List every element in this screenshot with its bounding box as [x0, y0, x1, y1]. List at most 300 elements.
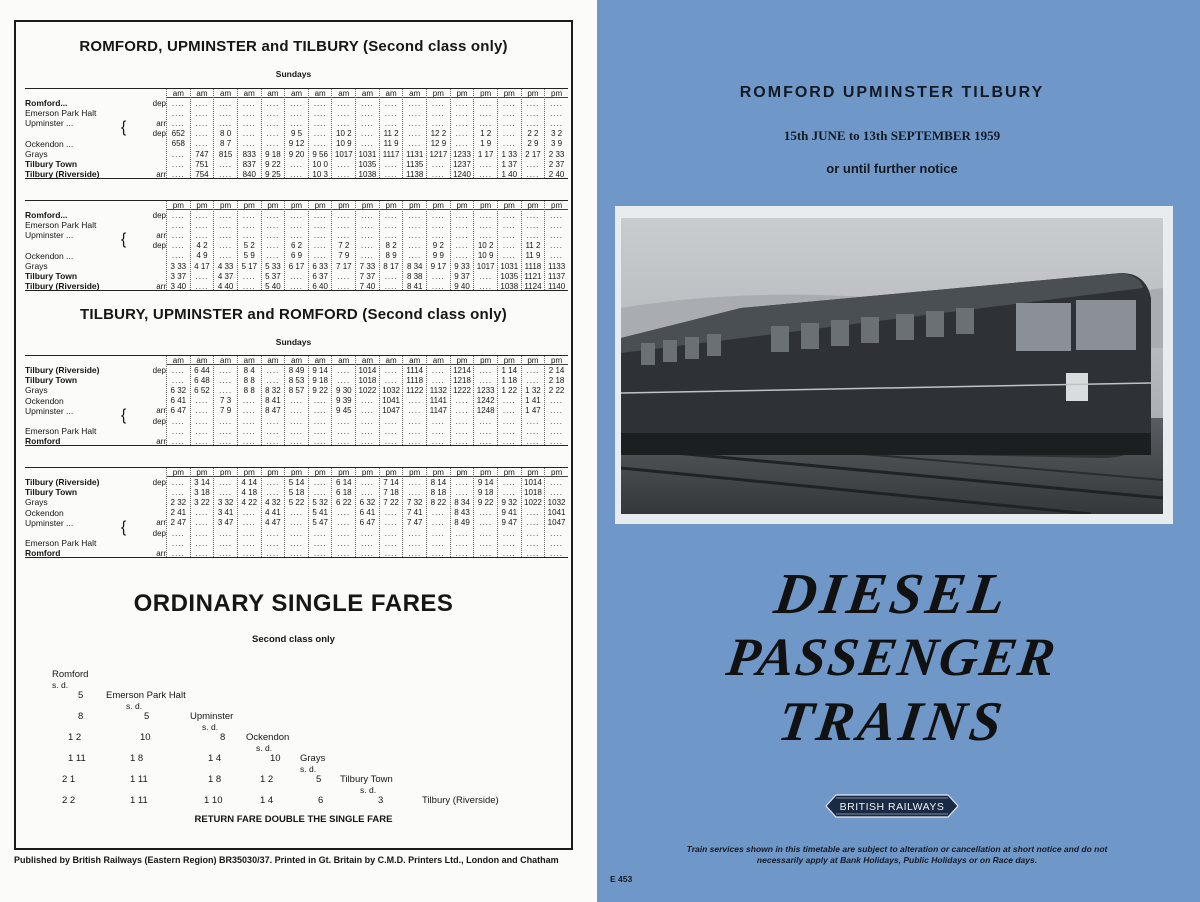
- departure-time: 1118: [406, 375, 424, 385]
- fare-value: 2 1: [62, 774, 76, 785]
- station-row: [25, 108, 166, 118]
- departure-time: 8 41: [265, 396, 281, 406]
- departure-time: 6 52: [194, 385, 210, 395]
- train-column: [450, 468, 474, 557]
- departure-time: 8 49: [454, 518, 470, 528]
- empty-cell: [167, 118, 190, 128]
- empty-cell: [498, 98, 521, 108]
- empty-cell: [167, 426, 190, 436]
- arr-dep-marker: arr: [156, 436, 166, 446]
- departure-time: 9 14: [477, 477, 494, 487]
- empty-cell: [285, 271, 308, 281]
- departure-time: 2 18: [548, 375, 565, 385]
- leader-dots: ....: [550, 528, 564, 538]
- departure-time: 8 41: [406, 281, 423, 291]
- leader-dots: ....: [361, 98, 374, 108]
- train-column: [237, 468, 261, 557]
- empty-cell: [356, 139, 379, 149]
- empty-cell: [332, 108, 355, 118]
- departure-time: 1032: [547, 497, 566, 507]
- leader-dots: ....: [526, 436, 540, 446]
- empty-cell: [545, 416, 568, 426]
- empty-cell: [427, 281, 450, 291]
- departure-time: 1237: [453, 159, 471, 169]
- empty-cell: [262, 416, 285, 426]
- empty-cell: [380, 220, 403, 230]
- station-name: Tilbury (Riverside): [25, 281, 100, 292]
- leader-dots: ....: [171, 210, 185, 220]
- empty-cell: [380, 271, 403, 281]
- empty-cell: [285, 210, 308, 220]
- leader-dots: ....: [479, 548, 493, 558]
- train-column: [497, 356, 521, 445]
- empty-cell: [238, 528, 261, 538]
- empty-cell: [356, 406, 379, 416]
- leader-dots: ....: [526, 118, 540, 128]
- empty-cell: [427, 528, 450, 538]
- am-pm-header: pm: [285, 201, 308, 210]
- empty-cell: [332, 436, 355, 446]
- leader-dots: ....: [384, 375, 398, 385]
- am-pm-header: am: [285, 89, 308, 98]
- departure-time: 4 41: [265, 508, 281, 518]
- leader-dots: ....: [384, 230, 398, 240]
- empty-cell: [285, 281, 308, 291]
- timetable-frame: [14, 20, 573, 850]
- departure-time: 1 18: [501, 375, 518, 385]
- leader-dots: ....: [526, 528, 540, 538]
- departure-time: 747: [195, 149, 209, 159]
- leader-dots: ....: [219, 108, 233, 118]
- empty-cell: [380, 375, 403, 385]
- train-column: [450, 89, 474, 178]
- empty-cell: [451, 548, 474, 558]
- departure-time: 1138: [406, 169, 424, 179]
- empty-cell: [522, 159, 545, 169]
- am-pm-header: am: [380, 89, 403, 98]
- fare-station-tilbury-town: Tilbury Town: [340, 774, 393, 785]
- leader-dots: ....: [290, 210, 303, 220]
- departure-time: 6 41: [170, 396, 187, 406]
- empty-cell: [214, 436, 237, 446]
- empty-cell: [332, 118, 355, 128]
- leader-dots: ....: [431, 436, 445, 446]
- departure-time: 7 2: [338, 241, 350, 251]
- train-column: [331, 468, 355, 557]
- empty-cell: [522, 416, 545, 426]
- leader-dots: ....: [526, 518, 540, 528]
- departure-time: 1017: [334, 149, 353, 159]
- leader-dots: ....: [455, 477, 469, 487]
- train-column: [166, 201, 190, 290]
- fare-sd-label: s. d.: [256, 743, 273, 753]
- departure-time: 2 47: [170, 518, 187, 528]
- leader-dots: ....: [171, 149, 185, 159]
- leader-dots: ....: [219, 241, 233, 251]
- departure-time: 1 40: [501, 169, 518, 179]
- empty-cell: [545, 436, 568, 446]
- leader-dots: ....: [408, 118, 422, 128]
- empty-cell: [191, 98, 214, 108]
- leader-dots: ....: [455, 487, 469, 497]
- train-column: [379, 201, 403, 290]
- empty-cell: [403, 139, 426, 149]
- departure-time: 1140: [547, 281, 566, 291]
- empty-cell: [451, 538, 474, 548]
- empty-cell: [262, 129, 285, 139]
- departure-time: 2 33: [548, 149, 565, 159]
- empty-cell: [238, 538, 261, 548]
- departure-time: 3 22: [194, 497, 210, 507]
- departure-time: 9 2: [432, 241, 444, 251]
- am-pm-header: pm: [167, 468, 190, 477]
- empty-cell: [522, 108, 545, 118]
- am-pm-header: am: [167, 89, 190, 98]
- empty-cell: [403, 118, 426, 128]
- leader-dots: ....: [290, 416, 303, 426]
- departure-time: 5 17: [241, 261, 258, 271]
- departure-time: 4 47: [265, 518, 281, 528]
- timetable-block: [25, 355, 568, 446]
- departure-time: 3 40: [170, 281, 187, 291]
- am-pm-header: am: [285, 356, 308, 365]
- leader-dots: ....: [195, 108, 209, 118]
- empty-cell: [167, 538, 190, 548]
- leader-dots: ....: [290, 508, 303, 518]
- leader-dots: ....: [313, 98, 327, 108]
- departure-time: 754: [195, 169, 209, 179]
- leader-dots: ....: [431, 230, 445, 240]
- departure-time: 6 17: [288, 261, 305, 271]
- train-column: [521, 468, 545, 557]
- empty-cell: [380, 118, 403, 128]
- empty-cell: [451, 210, 474, 220]
- station-row: [25, 210, 166, 220]
- leader-dots: ....: [290, 230, 303, 240]
- empty-cell: [380, 538, 403, 548]
- empty-cell: [474, 98, 497, 108]
- departure-time: 751: [195, 159, 209, 169]
- empty-cell: [498, 487, 521, 497]
- empty-cell: [238, 139, 261, 149]
- leader-dots: ....: [550, 406, 564, 416]
- empty-cell: [451, 220, 474, 230]
- departure-time: 8 8: [243, 375, 255, 385]
- departure-time: 12 9: [430, 139, 447, 149]
- leader-dots: ....: [479, 518, 493, 528]
- leader-dots: ....: [242, 426, 256, 436]
- departure-time: 9 56: [312, 149, 328, 159]
- empty-cell: [403, 538, 426, 548]
- departure-time: 840: [242, 169, 256, 179]
- train-column: [166, 356, 190, 445]
- departure-time: 8 32: [265, 385, 281, 395]
- empty-cell: [191, 548, 214, 558]
- empty-cell: [309, 230, 332, 240]
- empty-cell: [262, 477, 285, 487]
- am-pm-header: am: [427, 356, 450, 365]
- empty-cell: [403, 98, 426, 108]
- empty-cell: [214, 241, 237, 251]
- leader-dots: ....: [431, 518, 445, 528]
- leader-dots: ....: [313, 210, 327, 220]
- arr-dep-marker: arr: [156, 518, 166, 528]
- leader-dots: ....: [171, 426, 185, 436]
- empty-cell: [262, 210, 285, 220]
- empty-cell: [356, 436, 379, 446]
- departure-time: 1017: [476, 261, 495, 271]
- leader-dots: ....: [337, 118, 351, 128]
- departure-time: 9 18: [477, 487, 494, 497]
- departure-time: 1022: [524, 497, 542, 507]
- leader-dots: ....: [455, 528, 469, 538]
- empty-cell: [403, 426, 426, 436]
- empty-cell: [380, 169, 403, 179]
- departure-time: 6 33: [312, 261, 328, 271]
- leader-dots: ....: [479, 528, 493, 538]
- leader-dots: ....: [526, 169, 540, 179]
- departure-time: 9 17: [430, 261, 447, 271]
- leader-dots: ....: [195, 129, 209, 139]
- leader-dots: ....: [361, 396, 374, 406]
- leader-dots: ....: [408, 241, 422, 251]
- leader-dots: ....: [313, 129, 327, 139]
- empty-cell: [191, 281, 214, 291]
- leader-dots: ....: [550, 548, 564, 558]
- diesel-train-photo: [621, 218, 1163, 514]
- departure-time: 3 14: [194, 477, 210, 487]
- leader-dots: ....: [242, 548, 256, 558]
- leader-dots: ....: [290, 169, 303, 179]
- empty-cell: [427, 220, 450, 230]
- departure-time: 1047: [382, 406, 400, 416]
- leader-dots: ....: [479, 108, 493, 118]
- leader-dots: ....: [408, 230, 422, 240]
- train-column: [284, 356, 308, 445]
- empty-cell: [191, 508, 214, 518]
- station-row: [25, 548, 166, 558]
- leader-dots: ....: [266, 139, 280, 149]
- train-column: [284, 201, 308, 290]
- leader-dots: ....: [242, 538, 256, 548]
- am-pm-header: pm: [403, 201, 426, 210]
- british-railways-logo: [822, 791, 962, 821]
- empty-cell: [262, 426, 285, 436]
- leader-dots: ....: [195, 230, 209, 240]
- station-name: Ockendon: [25, 395, 64, 406]
- departure-time: 2 22: [548, 385, 565, 395]
- station-row: [25, 169, 166, 179]
- departure-time: 6 47: [359, 518, 376, 528]
- fare-value: 10: [140, 732, 151, 743]
- empty-cell: [262, 436, 285, 446]
- departure-time: 1218: [453, 375, 471, 385]
- departure-time: 8 9: [385, 251, 397, 261]
- empty-cell: [214, 487, 237, 497]
- departure-time: 1135: [406, 159, 424, 169]
- empty-cell: [451, 251, 474, 261]
- leader-dots: ....: [266, 538, 280, 548]
- station-row: [25, 518, 166, 528]
- arr-dep-marker: dep: [152, 129, 166, 139]
- departure-time: 6 41: [359, 508, 376, 518]
- empty-cell: [332, 169, 355, 179]
- leader-dots: ....: [195, 118, 209, 128]
- leader-dots: ....: [337, 159, 351, 169]
- leader-dots: ....: [219, 426, 233, 436]
- empty-cell: [167, 487, 190, 497]
- departure-time: 5 32: [312, 497, 328, 507]
- train-column: [284, 468, 308, 557]
- leader-dots: ....: [502, 487, 516, 497]
- train-column: [521, 356, 545, 445]
- leader-dots: ....: [502, 538, 516, 548]
- station-name: Upminster ...: [25, 230, 74, 241]
- leader-dots: ....: [171, 98, 185, 108]
- am-pm-header: pm: [474, 89, 497, 98]
- empty-cell: [427, 159, 450, 169]
- leader-dots: ....: [455, 241, 469, 251]
- departure-time: 1035: [358, 159, 377, 169]
- fare-sd-label: s. d.: [202, 722, 219, 732]
- empty-cell: [474, 416, 497, 426]
- arr-dep-marker: dep: [152, 477, 166, 487]
- departure-time: 9 20: [288, 149, 305, 159]
- leader-dots: ....: [455, 426, 469, 436]
- timetable-grid: [25, 200, 568, 291]
- train-column: [308, 89, 332, 178]
- empty-cell: [451, 487, 474, 497]
- leader-dots: ....: [290, 548, 303, 558]
- am-pm-header: pm: [451, 468, 474, 477]
- leader-dots: ....: [502, 251, 516, 261]
- empty-cell: [427, 375, 450, 385]
- departure-time: 7 41: [406, 508, 423, 518]
- departure-time: 9 25: [265, 169, 281, 179]
- empty-cell: [522, 210, 545, 220]
- empty-cell: [545, 406, 568, 416]
- empty-cell: [380, 426, 403, 436]
- station-row: [25, 149, 166, 159]
- departure-time: 2 17: [525, 149, 541, 159]
- empty-cell: [522, 230, 545, 240]
- leader-dots: ....: [313, 139, 327, 149]
- empty-cell: [380, 365, 403, 375]
- leader-dots: ....: [431, 426, 445, 436]
- am-pm-header: pm: [238, 201, 261, 210]
- departure-time: 1018: [524, 487, 542, 497]
- empty-cell: [214, 230, 237, 240]
- leader-dots: ....: [219, 220, 233, 230]
- leader-dots: ....: [455, 129, 469, 139]
- leader-dots: ....: [171, 538, 185, 548]
- am-pm-header: pm: [262, 201, 285, 210]
- empty-cell: [332, 375, 355, 385]
- empty-cell: [191, 220, 214, 230]
- leader-dots: ....: [219, 159, 233, 169]
- leader-dots: ....: [361, 241, 374, 251]
- empty-cell: [474, 528, 497, 538]
- leader-dots: ....: [171, 108, 185, 118]
- leader-dots: ....: [242, 416, 256, 426]
- leader-dots: ....: [195, 406, 209, 416]
- leader-dots: ....: [290, 538, 303, 548]
- station-name: Romford...: [25, 98, 68, 109]
- arr-dep-marker: dep: [152, 210, 166, 220]
- am-pm-header: pm: [332, 468, 355, 477]
- leader-dots: ....: [502, 139, 516, 149]
- station-row: [25, 98, 166, 108]
- train-column: [497, 89, 521, 178]
- station-column: [25, 468, 166, 557]
- train-column: [497, 468, 521, 557]
- empty-cell: [380, 508, 403, 518]
- departure-time: 10 0: [312, 159, 328, 169]
- empty-cell: [238, 129, 261, 139]
- empty-cell: [451, 528, 474, 538]
- leader-dots: ....: [526, 365, 540, 375]
- leader-dots: ....: [219, 375, 233, 385]
- departure-time: 658: [171, 139, 185, 149]
- timetable-block: [25, 467, 568, 558]
- empty-cell: [403, 416, 426, 426]
- empty-cell: [191, 139, 214, 149]
- arr-dep-marker: arr: [156, 281, 166, 291]
- leader-dots: ....: [195, 220, 209, 230]
- empty-cell: [285, 396, 308, 406]
- train-column: [450, 201, 474, 290]
- empty-cell: [285, 118, 308, 128]
- leader-dots: ....: [313, 477, 327, 487]
- departure-time: 9 41: [501, 508, 518, 518]
- departure-time: 1117: [382, 149, 400, 159]
- leader-dots: ....: [313, 548, 327, 558]
- departure-time: 1038: [358, 169, 377, 179]
- departure-time: 2 41: [170, 508, 187, 518]
- empty-cell: [214, 169, 237, 179]
- leader-dots: ....: [337, 416, 351, 426]
- leader-dots: ....: [219, 487, 233, 497]
- leader-dots: ....: [266, 118, 280, 128]
- leader-dots: ....: [171, 365, 185, 375]
- am-pm-header: am: [332, 89, 355, 98]
- train-column: [473, 356, 497, 445]
- leader-dots: ....: [502, 548, 516, 558]
- departure-time: 9 5: [290, 129, 303, 139]
- am-pm-header: pm: [474, 201, 497, 210]
- leader-dots: ....: [290, 220, 303, 230]
- train-column: [308, 201, 332, 290]
- am-pm-header: am: [380, 356, 403, 365]
- empty-cell: [403, 548, 426, 558]
- empty-cell: [474, 426, 497, 436]
- station-row: [25, 487, 166, 497]
- train-column: [497, 201, 521, 290]
- leader-dots: ....: [337, 426, 351, 436]
- empty-cell: [167, 149, 190, 159]
- departure-time: 7 9: [338, 251, 350, 261]
- timetable-grid: [25, 355, 568, 446]
- empty-cell: [522, 548, 545, 558]
- am-pm-header: pm: [191, 201, 214, 210]
- empty-cell: [474, 436, 497, 446]
- arr-dep-marker: dep: [152, 98, 166, 108]
- departure-time: 4 33: [217, 261, 234, 271]
- train-columns: [166, 356, 568, 445]
- leader-dots: ....: [313, 538, 327, 548]
- departure-time: 8 47: [265, 406, 281, 416]
- empty-cell: [285, 508, 308, 518]
